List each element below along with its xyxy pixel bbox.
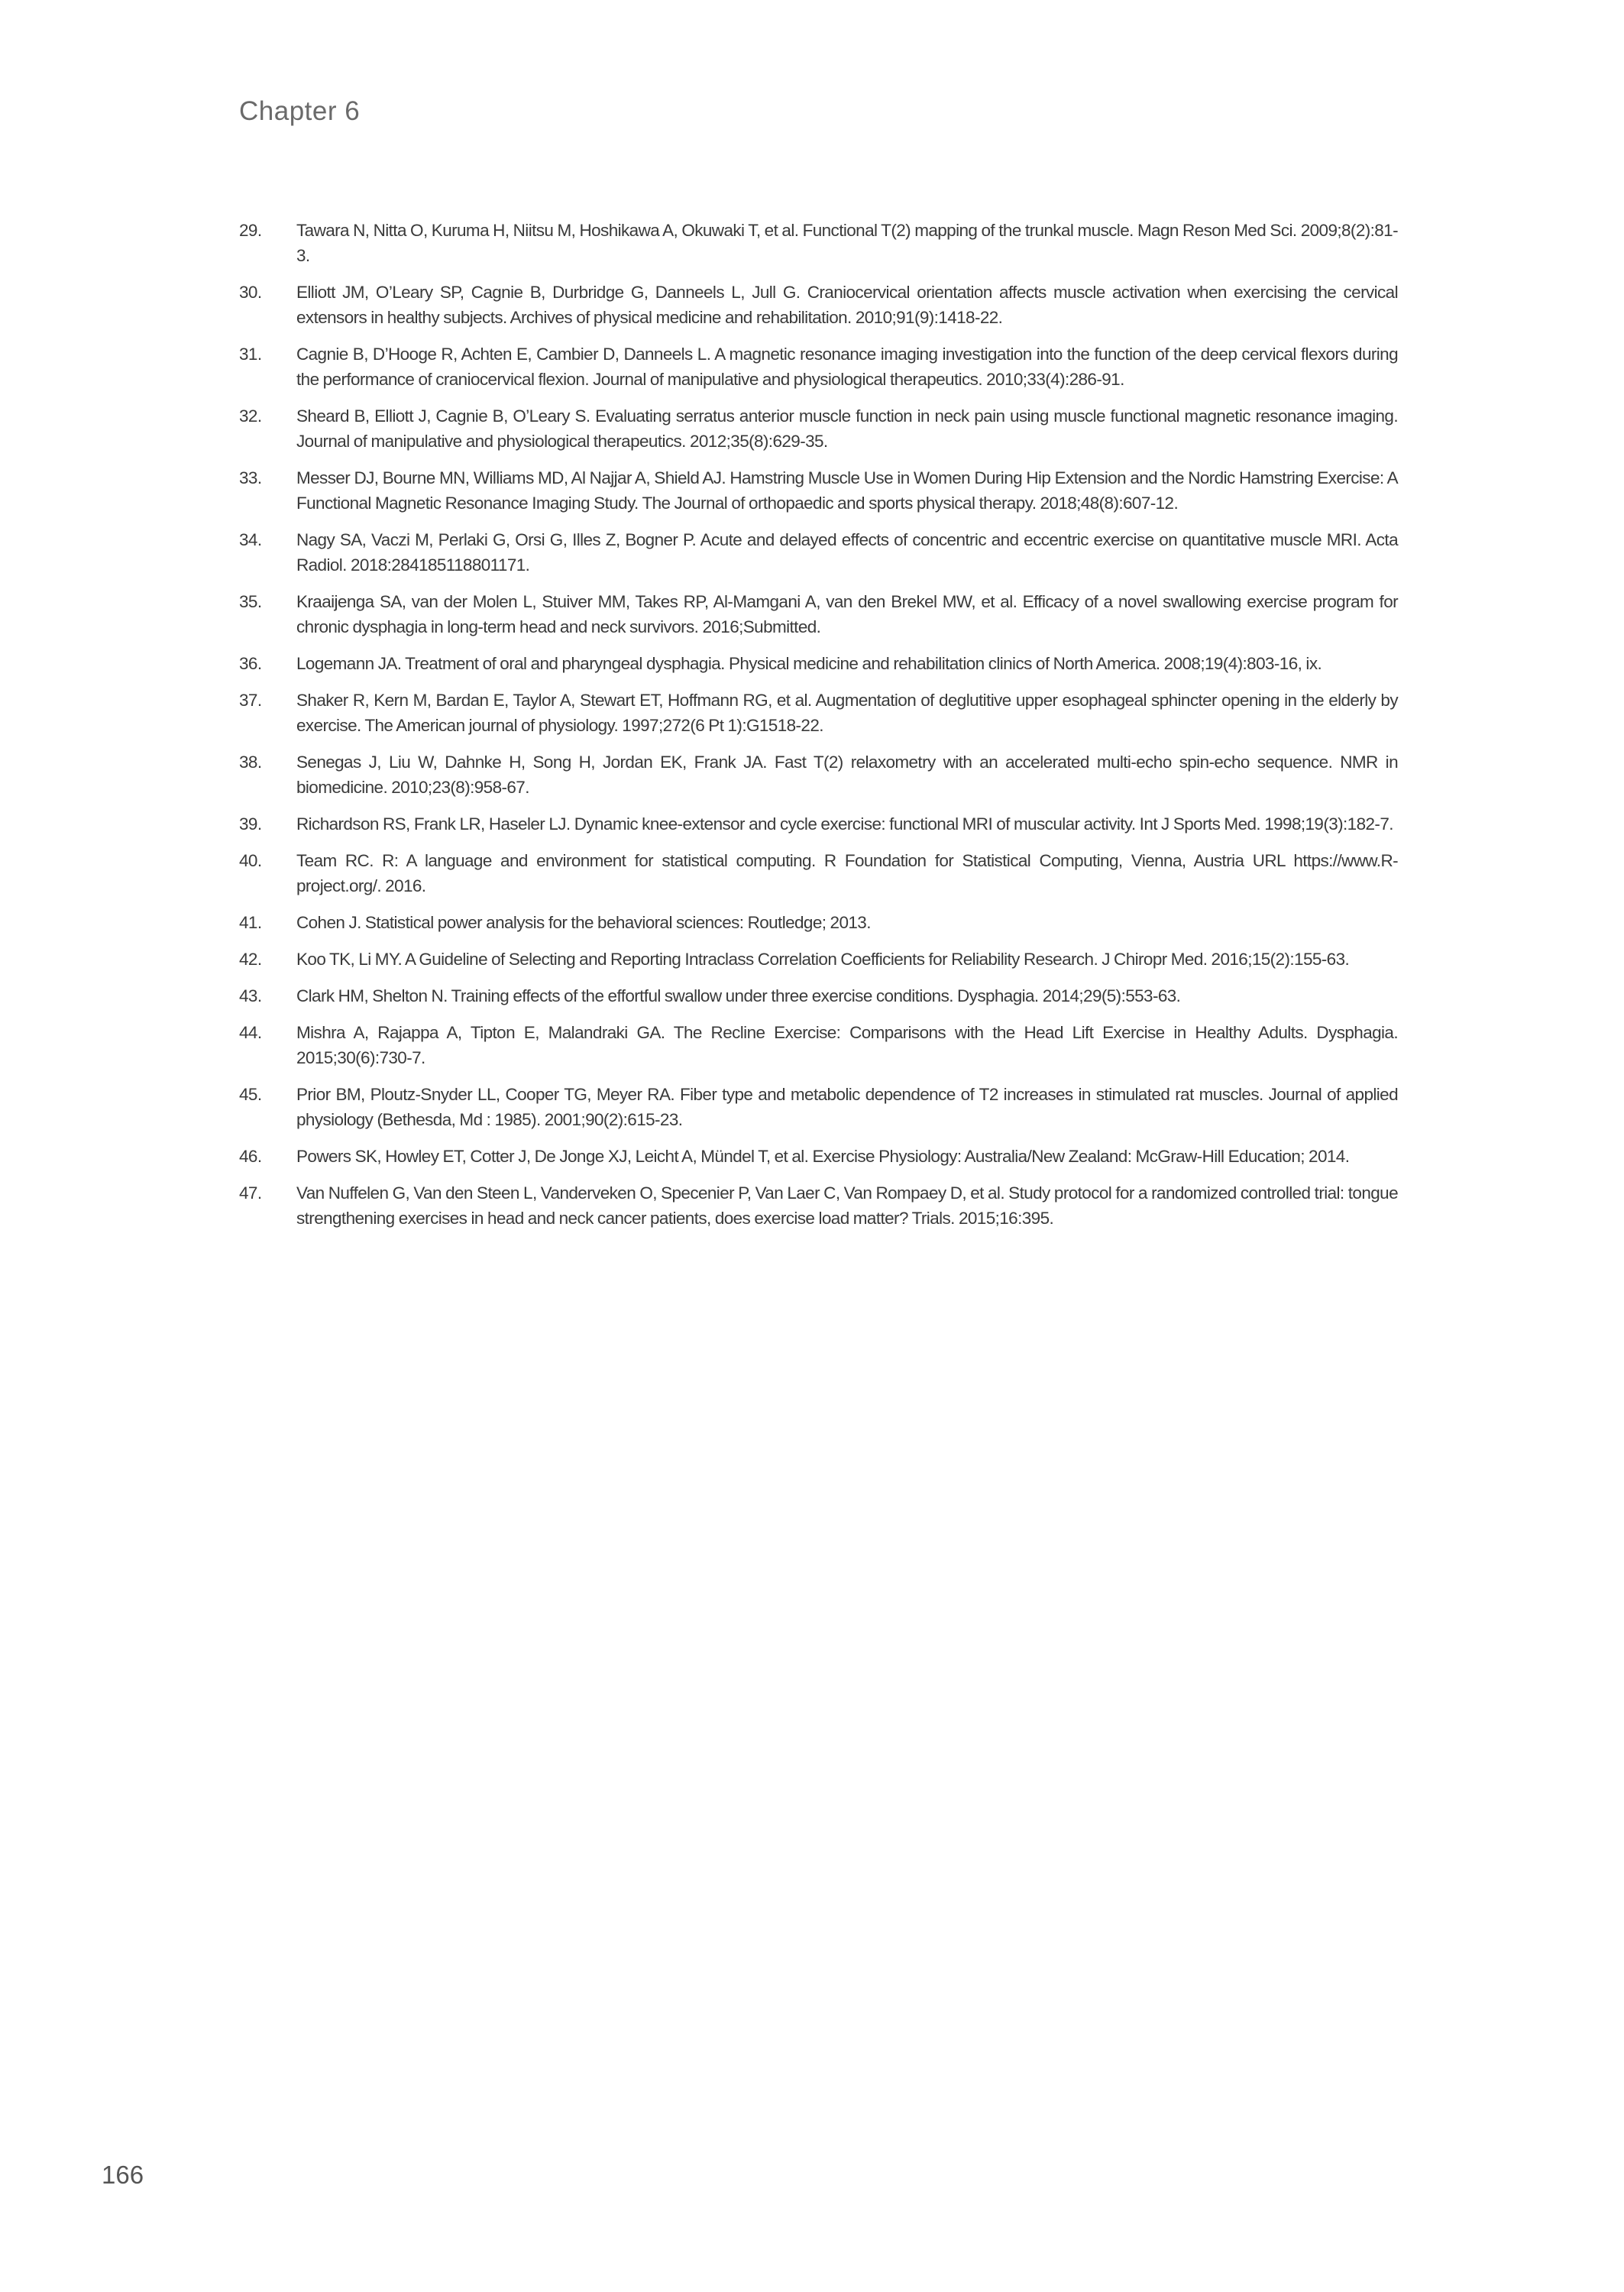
reference-item: [239, 1082, 1398, 1132]
reference-item: [239, 465, 1398, 516]
reference-text: Richardson RS, Frank LR, Haseler LJ. Dynamic knee-extensor and cycle exercise: functional MRI of muscular activity. Int J Sports Med. 1998;19(3):182-7.: [296, 814, 1393, 834]
page-number: 166: [102, 2161, 144, 2189]
reference-text: Shaker R, Kern M, Bardan E, Taylor A, Stewart ET, Hoffmann RG, et al. Augmentation of deglutitive upper esophageal sphincter opening in the elderly by exercise. The American journal of physiology. 1997;272(6 Pt 1):G1518-22.: [296, 691, 1398, 735]
reference-item: [239, 983, 1398, 1008]
reference-item: [239, 589, 1398, 639]
reference-item: [239, 848, 1398, 898]
reference-text: Senegas J, Liu W, Dahnke H, Song H, Jordan EK, Frank JA. Fast T(2) relaxometry with an accelerated multi-echo spin-echo sequence. NMR in biomedicine. 2010;23(8):958-67.: [296, 753, 1398, 797]
reference-number: 45.: [239, 1085, 262, 1104]
reference-number: 30.: [239, 283, 262, 302]
reference-item: [239, 218, 1398, 268]
running-header: Chapter 6: [239, 96, 361, 126]
reference-number: 43.: [239, 986, 262, 1005]
reference-text: Elliott JM, O’Leary SP, Cagnie B, Durbridge G, Danneels L, Jull G. Craniocervical orientation affects muscle activation when exercising the cervical extensors in healthy subjects. Archives of physical medicine and rehabilitation. 2010;91(9):1418-22.: [296, 283, 1398, 327]
reference-text: Koo TK, Li MY. A Guideline of Selecting and Reporting Intraclass Correlation Coefficients for Reliability Research. J Chiropr Med. 2016;15(2):155-63.: [296, 950, 1350, 969]
reference-text: Van Nuffelen G, Van den Steen L, Vanderveken O, Specenier P, Van Laer C, Van Rompaey D, et al. Study protocol for a randomized controlled trial: tongue strengthening exercises in head and neck cancer patients, does exercise load matter? Trials. 2015;16:395.: [296, 1183, 1398, 1228]
reference-number: 38.: [239, 753, 262, 772]
reference-number: 29.: [239, 221, 262, 240]
reference-text: Messer DJ, Bourne MN, Williams MD, Al Najjar A, Shield AJ. Hamstring Muscle Use in Women During Hip Extension and the Nordic Hamstring Exercise: A Functional Magnetic Resonance Imaging Study. The Journal of orthopaedic and sports physical therapy. 2018;48(8):607-12.: [296, 468, 1398, 513]
reference-item: [239, 1180, 1398, 1231]
reference-number: 33.: [239, 468, 262, 487]
reference-number: 40.: [239, 851, 262, 870]
reference-number: 39.: [239, 814, 262, 834]
reference-text: Team RC. R: A language and environment for statistical computing. R Foundation for Statistical Computing, Vienna, Austria URL https://www.R-project.org/. 2016.: [296, 851, 1398, 895]
reference-item: [239, 527, 1398, 578]
reference-item: [239, 1144, 1398, 1169]
reference-text: Cagnie B, D’Hooge R, Achten E, Cambier D, Danneels L. A magnetic resonance imaging investigation into the function of the deep cervical flexors during the performance of craniocervical flexion. Journal of manipulative and physiological therapeutics. 2010;33(4):286-91.: [296, 345, 1398, 389]
reference-text: Powers SK, Howley ET, Cotter J, De Jonge XJ, Leicht A, Mündel T, et al. Exercise Physiology: Australia/New Zealand: McGraw-Hill Education; 2014.: [296, 1147, 1350, 1166]
reference-item: [239, 403, 1398, 454]
reference-text: Logemann JA. Treatment of oral and pharyngeal dysphagia. Physical medicine and rehabilitation clinics of North America. 2008;19(4):803-16, ix.: [296, 654, 1322, 673]
reference-number: 47.: [239, 1183, 262, 1203]
reference-item: [239, 910, 1398, 935]
reference-text: Kraaijenga SA, van der Molen L, Stuiver MM, Takes RP, Al-Mamgani A, van den Brekel MW, et al. Efficacy of a novel swallowing exercise program for chronic dysphagia in long-term head and neck survivors. 2016;Submitted.: [296, 592, 1398, 636]
reference-item: [239, 651, 1398, 676]
reference-text: Nagy SA, Vaczi M, Perlaki G, Orsi G, Illes Z, Bogner P. Acute and delayed effects of concentric and eccentric exercise on quantitative muscle MRI. Acta Radiol. 2018:284185118801171.: [296, 530, 1398, 575]
reference-text: Tawara N, Nitta O, Kuruma H, Niitsu M, Hoshikawa A, Okuwaki T, et al. Functional T(2) mapping of the trunkal muscle. Magn Reson Med Sci. 2009;8(2):81-3.: [296, 221, 1398, 265]
reference-text: Cohen J. Statistical power analysis for the behavioral sciences: Routledge; 2013.: [296, 913, 871, 932]
reference-number: 32.: [239, 406, 262, 426]
reference-list: [239, 218, 1398, 1242]
reference-item: [239, 749, 1398, 800]
reference-number: 35.: [239, 592, 262, 611]
reference-text: Prior BM, Ploutz-Snyder LL, Cooper TG, Meyer RA. Fiber type and metabolic dependence of T2 increases in stimulated rat muscles. Journal of applied physiology (Bethesda, Md : 1985). 2001;90(2):615-23.: [296, 1085, 1398, 1129]
reference-number: 34.: [239, 530, 262, 549]
reference-number: 42.: [239, 950, 262, 969]
reference-item: [239, 947, 1398, 972]
reference-number: 44.: [239, 1023, 262, 1042]
reference-number: 31.: [239, 345, 262, 364]
reference-item: [239, 811, 1398, 837]
reference-item: [239, 688, 1398, 738]
reference-text: Clark HM, Shelton N. Training effects of the effortful swallow under three exercise conditions. Dysphagia. 2014;29(5):553-63.: [296, 986, 1181, 1005]
reference-item: [239, 342, 1398, 392]
reference-item: [239, 280, 1398, 330]
reference-text: Sheard B, Elliott J, Cagnie B, O’Leary S. Evaluating serratus anterior muscle function in neck pain using muscle functional magnetic resonance imaging. Journal of manipulative and physiological therapeutics. 2012;35(8):629-35.: [296, 406, 1398, 451]
reference-number: 37.: [239, 691, 262, 710]
reference-number: 36.: [239, 654, 262, 673]
reference-text: Mishra A, Rajappa A, Tipton E, Malandraki GA. The Recline Exercise: Comparisons with the Head Lift Exercise in Healthy Adults. Dysphagia. 2015;30(6):730-7.: [296, 1023, 1398, 1067]
reference-number: 46.: [239, 1147, 262, 1166]
reference-number: 41.: [239, 913, 262, 932]
reference-item: [239, 1020, 1398, 1070]
